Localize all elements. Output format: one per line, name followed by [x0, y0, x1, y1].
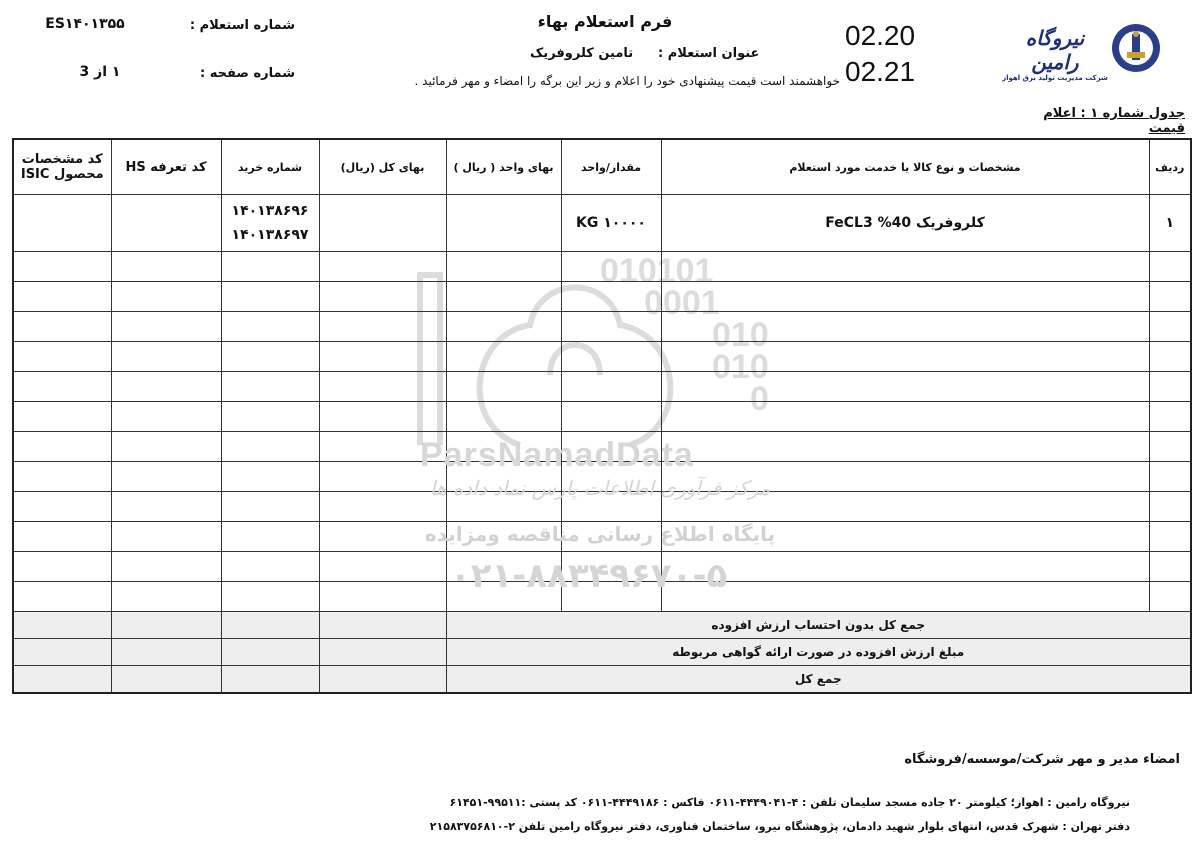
- header-spec: مشخصات و نوع کالا یا خدمت مورد استعلام: [661, 139, 1149, 195]
- subtotal-label: جمع کل بدون احتساب ارزش افزوده: [446, 612, 1191, 639]
- header-isic-code: کد مشخصات محصول ISIC: [13, 139, 111, 195]
- signature-label: امضاء مدیر و مهر شرکت/موسسه/فروشگاه: [904, 752, 1180, 767]
- address-plant: نیروگاه رامین : اهواز؛ کیلومتر ۲۰ جاده مسجد سلیمان تلفن : ۴-۴۴۴۹۰۴۱-۰۶۱۱ فاکس : ۴۴۴۹۱۸۶-۰۶۱۱ کد پستی :۹۹۵۱۱-۶۱۴۵۱: [449, 796, 1130, 809]
- header-row-number: ردیف: [1149, 139, 1191, 195]
- header-quantity: مقدار/واحد: [561, 139, 661, 195]
- address-tehran-office: دفتر تهران : شهرک قدس، انتهای بلوار شهید دادمان، پژوهشگاه نیرو، ساختمان فناوری، دفتر نیروگاه رامین تلفن ۲-۲۱۵۸۳۷۵۶۸۱۰: [429, 820, 1130, 833]
- item-purchase-numbers: [221, 195, 319, 252]
- inquiry-number-label: شماره استعلام :: [189, 18, 295, 33]
- item-quantity: ۱۰۰۰۰ KG: [561, 195, 661, 252]
- inquiry-number-value: ES۱۴۰۱۳۵۵: [45, 16, 125, 32]
- table-row: [13, 492, 1191, 522]
- watermark-binary: 010101 0001 010 010 0: [600, 252, 769, 418]
- header-purchase-number: شماره خرید: [221, 139, 319, 195]
- table-row: [13, 582, 1191, 612]
- table-row: [13, 402, 1191, 432]
- total-value-input[interactable]: [319, 666, 446, 694]
- page-number-value: ۱ از 3: [79, 64, 121, 80]
- subject-value: تامین کلروفریک: [530, 46, 634, 61]
- section-title: جدول شماره ۱ : اعلام قیمت: [1043, 106, 1185, 136]
- item-hs-code-input[interactable]: [111, 195, 221, 252]
- total-label: جمع کل: [446, 666, 1191, 694]
- subtotal-row: [13, 612, 1191, 639]
- table-row: [13, 252, 1191, 282]
- price-table: [12, 138, 1192, 694]
- handwritten-date-1: 02.20: [845, 20, 916, 51]
- table-row: [13, 372, 1191, 402]
- vat-label: مبلغ ارزش افزوده در صورت ارائه گواهی مربوطه: [446, 639, 1191, 666]
- table-row: [13, 195, 1191, 252]
- total-row: [13, 666, 1191, 694]
- subject-label: عنوان استعلام :: [658, 46, 760, 61]
- watermark-brand: ParsNamadData: [420, 436, 694, 474]
- purchase-number-2: ۱۴۰۱۳۸۶۹۷: [231, 227, 309, 243]
- watermark-phone: ۰۲۱-۸۸۳۴۹۶۷۰-۵: [450, 556, 728, 596]
- table-row: [13, 522, 1191, 552]
- watermark-line-1: مرکز فرآوری اطلاعات پارس نماد داده ها: [429, 476, 771, 500]
- header-hs-code: کد تعرفه HS: [111, 139, 221, 195]
- table-row: [13, 432, 1191, 462]
- page-number-label: شماره صفحه :: [200, 66, 295, 81]
- item-row-number: ۱: [1149, 195, 1191, 252]
- table-row: [13, 282, 1191, 312]
- table-row: [13, 312, 1191, 342]
- handwritten-date-2: 02.21: [845, 56, 916, 87]
- table-header-row: [13, 139, 1191, 195]
- table-row: [13, 342, 1191, 372]
- item-spec: کلروفریک 40% FeCL3: [661, 195, 1149, 252]
- header-total-price: بهای کل (ریال): [319, 139, 446, 195]
- item-unit-price-input[interactable]: [446, 195, 561, 252]
- purchase-number-1: ۱۴۰۱۳۸۶۹۶: [231, 203, 309, 219]
- form-title: فرم استعلام بهاء: [537, 12, 673, 31]
- watermark-line-2: پایگاه اطلاع رسانی مناقصه ومزایده: [424, 522, 776, 546]
- instruction-note: خواهشمند است قیمت پیشنهادی خود را اعلام و زیر این برگه را امضاء و مهر فرمائید .: [414, 74, 840, 88]
- company-logo-text: نیروگاه رامین شرکت مدیریت تولید برق اهواز: [1002, 26, 1108, 82]
- header-unit-price: بهای واحد ( ریال ): [446, 139, 561, 195]
- subtotal-value-input[interactable]: [319, 612, 446, 639]
- item-isic-input[interactable]: [13, 195, 111, 252]
- item-total-price-input[interactable]: [319, 195, 446, 252]
- vat-row: [13, 639, 1191, 666]
- table-row: [13, 552, 1191, 582]
- vat-value-input[interactable]: [319, 639, 446, 666]
- company-logo-icon: [1110, 22, 1162, 74]
- table-row: [13, 462, 1191, 492]
